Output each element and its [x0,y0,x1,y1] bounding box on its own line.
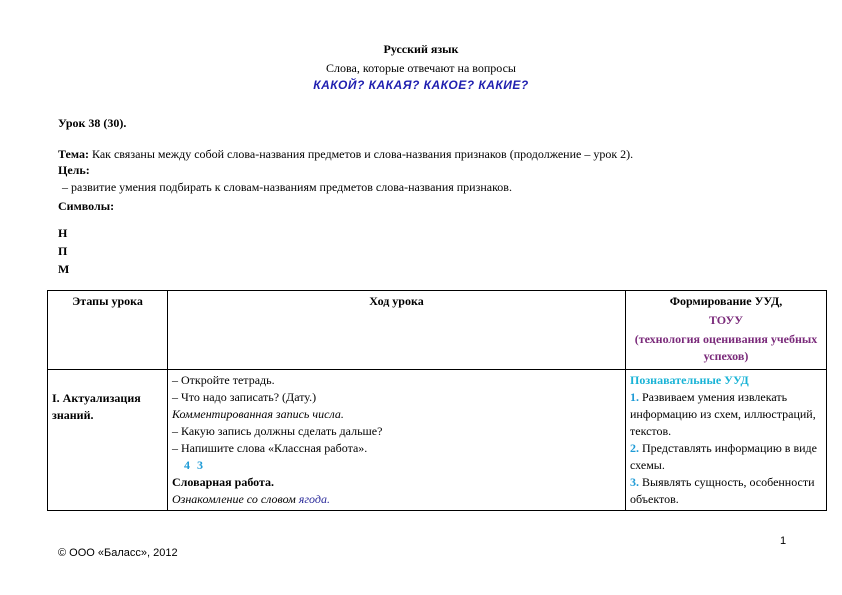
topic-text: Как связаны между собой слова-названия предметов и слова-названия признаков (продолжение – урок 2). [88,147,634,161]
questions-heading: КАКОЙ? КАКАЯ? КАКОЕ? КАКИЕ? [313,78,529,92]
subtitle: Слова, которые отвечают на вопросы [326,61,516,75]
uud-item-number: 2. [630,441,639,455]
course-italic: Комментированная запись числа. [172,407,344,421]
header-stages: Этапы урока [48,291,168,370]
subject-title: Русский язык [383,42,459,56]
topic-label: Тема: [58,147,89,161]
header-uud-title: Формирование УУД, [669,294,783,308]
vocab-heading: Словарная работа. [172,475,275,489]
lesson-number: Урок 38 (30). [58,116,127,130]
goal-text: – развитие умения подбирать к словам-названиям предметов слова-названия признаков. [62,180,512,194]
symbol-m: М [58,262,70,276]
uud-item-number: 3. [630,475,639,489]
uud-item-text: Выявлять сущность, особенности объектов. [630,475,815,506]
table-row [48,370,827,511]
symbol-n: Н [58,226,68,240]
vocab-word: ягода. [298,492,330,506]
lesson-table [47,290,827,511]
topic-line [58,147,633,162]
uud-item-text: Развиваем умения извлекать информацию из схем, иллюстраций, текстов. [630,390,816,438]
header-uud [626,291,827,370]
uud-cell [626,370,827,511]
copyright-footer: © ООО «Баласс», 2012 [58,547,178,559]
header-touu: ТОУУ [708,313,744,327]
stage-cell: I. Актуализация знаний. [48,370,168,511]
course-digits: 4 3 [184,458,205,472]
uud-item [630,440,822,474]
course-line: – Что надо записать? (Дату.) [172,390,317,404]
symbols-label: Символы: [58,199,115,213]
uud-item-text: Представлять информацию в виде схемы. [630,441,817,472]
uud-item [630,389,822,440]
header-course: Ход урока [168,291,626,370]
course-cell [168,370,626,511]
goal-label: Цель: [58,163,90,177]
uud-item-number: 1. [630,390,639,404]
page-number: 1 [780,535,787,547]
uud-item [630,474,822,508]
header-touu-desc: (технология оценивания учебных успехов) [634,332,818,363]
table-header-row [48,291,827,370]
course-line: – Откройте тетрадь. [172,373,275,387]
course-line: – Напишите слова «Классная работа». [172,441,368,455]
course-line: – Какую запись должны сделать дальше? [172,424,383,438]
vocab-text: Ознакомление со словом [172,492,299,506]
symbol-p: П [58,244,68,258]
vocab-line [172,491,621,508]
uud-heading: Познавательные УУД [630,373,749,387]
